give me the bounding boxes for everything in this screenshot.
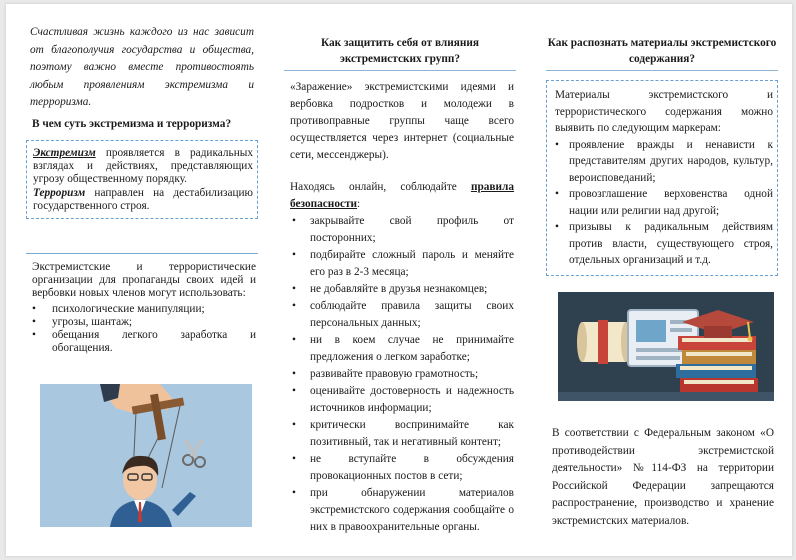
markers-list [555, 137, 773, 269]
divider-line [26, 253, 258, 254]
bullet-icon: • [555, 221, 559, 233]
bullet-icon: • [292, 249, 296, 261]
propaganda-intro: Экстремистские и террористические организации для пропаганды своих идей и вербовки новых членов могут использовать: [32, 261, 256, 300]
bullet-icon: • [292, 419, 296, 431]
online-rules-intro: Находясь онлайн, соблюдайте правила безопасности: [290, 181, 514, 210]
column-middle [284, 4, 516, 556]
terrorism-def-text: направлен на дестабилизацию государственного строя. [33, 186, 253, 212]
bullet-icon: • [292, 368, 296, 380]
methods-list [32, 303, 256, 356]
bullet-icon: • [292, 334, 296, 346]
books-graduation-cap-illustration [558, 292, 774, 401]
infection-text: «Заражение» экстремистскими идеями и вербовка подростков и молодежи в противоправные группы чаще всего осуществляется через интернет (социальные сети, мессенджеры). [290, 81, 514, 161]
protect-heading: Как защитить себя от влияния экстремистских групп? [320, 37, 480, 65]
law-text: В соответствии с Федеральным законом «О противодействии экстремистской деятельности» №114-ФЗ на территории Российской Федерации запрещаются распространение, производство и хранение экстремистских материалов. [552, 427, 774, 527]
extremism-def-text: проявляется в радикальных взглядах и действиях, представляющих угрозу общественному порядку. [33, 147, 253, 186]
safety-rules-list [290, 213, 514, 536]
list-item: • угрозы, шантаж; [32, 315, 133, 328]
heading-underline [546, 70, 778, 71]
list-item: • психологические манипуляции; [32, 302, 205, 315]
list-item: • призывы к радикальным действиям против власти, существующего строя, отдельных организаций и т.д. [555, 221, 773, 266]
puppeteer-icon [40, 384, 252, 527]
heading-underline [284, 70, 516, 71]
terrorism-term: Терроризм [33, 186, 86, 199]
list-item: • критически воспринимайте как позитивный, так и негативный контент; [292, 419, 514, 448]
extremism-term: Экстремизм [33, 147, 96, 159]
list-item: • провозглашение верховенства одной нации или религии над другой; [555, 188, 773, 217]
bullet-icon: • [292, 215, 296, 227]
bullet-icon: • [292, 385, 296, 397]
definitions-box [26, 140, 258, 219]
column-right [546, 4, 778, 556]
bullet-icon: • [32, 302, 36, 315]
bullet-icon: • [32, 315, 36, 328]
terrorism-definition [33, 187, 253, 213]
bullet-icon: • [32, 329, 36, 342]
propaganda-section [32, 261, 256, 355]
markers-intro: Материалы экстремистского и террористического содержания можно выявить по следующим маркерам: [555, 89, 773, 134]
list-item: • обещания легкого заработка и обогащения. [32, 329, 256, 355]
bullet-icon: • [292, 300, 296, 312]
rules-title: правила безопасности [290, 181, 514, 210]
bullet-icon: • [292, 487, 296, 499]
protect-section [290, 79, 514, 536]
list-item: • развивайте правовую грамотность; [290, 366, 514, 383]
markers-box [546, 80, 778, 276]
list-item: • закрывайте свой профиль от посторонних; [292, 215, 514, 244]
puppet-manipulation-illustration [40, 384, 252, 527]
bullet-icon: • [555, 138, 559, 151]
question-heading: В чем суть экстремизма и терроризма? [32, 118, 232, 130]
books-icon [558, 292, 774, 401]
list-item: • ни в коем случае не принимайте предложения о легком заработке; [292, 334, 514, 363]
list-item: • проявление вражды и ненависти к представителям других народов, культур, вероисповеданий; [555, 138, 773, 184]
list-item: • при обнаружении материалов экстремистского содержания сообщайте о них в правоохранительные органы. [292, 487, 514, 533]
bullet-icon: • [555, 188, 559, 200]
brochure-sheet [6, 4, 792, 556]
list-item: • оценивайте достоверность и надежность источников информации; [292, 385, 514, 414]
list-item: • соблюдайте правила защиты своих персональных данных; [292, 300, 514, 329]
column-left [26, 4, 258, 556]
recognize-heading: Как распознать материалы экстремистского содержания? [547, 37, 777, 65]
list-item: • не вступайте в обсуждения провокационных постов в сети; [292, 453, 514, 482]
list-item: • подбирайте сложный пароль и меняйте его раз в 2-3 месяца; [292, 249, 514, 278]
list-item: • не добавляйте в друзья незнакомцев; [290, 281, 514, 298]
bullet-icon: • [292, 453, 296, 465]
extremism-definition [33, 147, 253, 187]
intro-text: Счастливая жизнь каждого из нас зависит от благополучия государства и общества, поэтому важно вместе противостоять любым проявлениям экстремизма и терроризма. [30, 26, 254, 108]
bullet-icon: • [292, 283, 296, 295]
